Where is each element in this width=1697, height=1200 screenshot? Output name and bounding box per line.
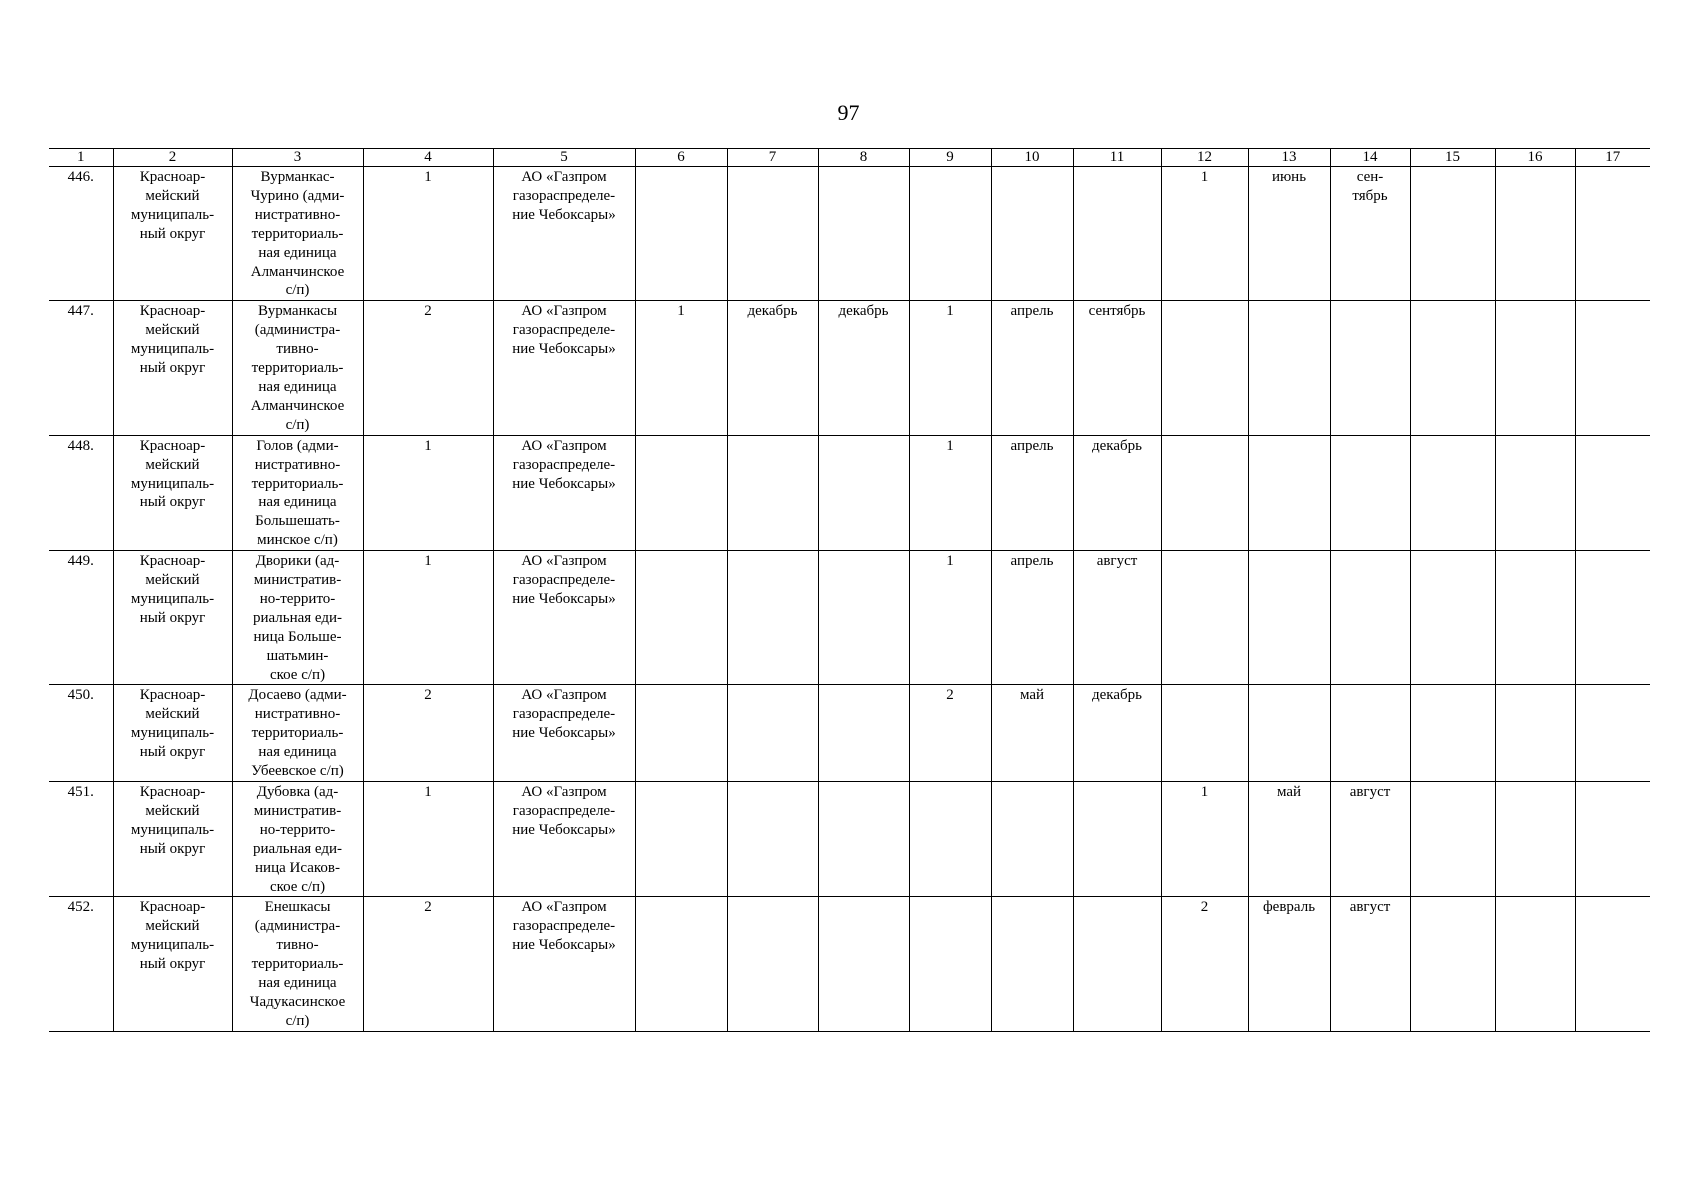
table-row	[49, 685, 1650, 782]
col16-cell	[1495, 167, 1575, 301]
organization-cell: АО «Газпром газораспределе- ние Чебоксары»	[493, 301, 635, 435]
col17-cell	[1575, 897, 1650, 1031]
col7-cell: декабрь	[727, 301, 818, 435]
col8-cell	[818, 551, 909, 685]
col8-cell	[818, 685, 909, 782]
col9-cell	[909, 782, 991, 897]
organization-cell: АО «Газпром газораспределе- ние Чебоксары»	[493, 685, 635, 782]
col13-cell	[1248, 685, 1330, 782]
column-header: 5	[493, 149, 635, 167]
column-header: 17	[1575, 149, 1650, 167]
table-row	[49, 551, 1650, 685]
col12-cell	[1161, 301, 1248, 435]
column-header: 3	[232, 149, 363, 167]
district-cell: Красноар- мейский муниципаль- ный округ	[113, 685, 232, 782]
col15-cell	[1410, 301, 1495, 435]
col6-cell: 1	[635, 301, 727, 435]
col10-cell: май	[991, 685, 1073, 782]
row-number-cell: 451.	[49, 782, 113, 897]
schedule-table	[49, 148, 1650, 1032]
count-cell: 2	[363, 685, 493, 782]
column-header: 8	[818, 149, 909, 167]
count-cell: 1	[363, 167, 493, 301]
row-number-cell: 447.	[49, 301, 113, 435]
col13-cell	[1248, 551, 1330, 685]
column-header: 7	[727, 149, 818, 167]
col13-cell	[1248, 301, 1330, 435]
table-row	[49, 782, 1650, 897]
col13-cell: май	[1248, 782, 1330, 897]
column-header: 1	[49, 149, 113, 167]
col14-cell: август	[1330, 897, 1410, 1031]
col10-cell: апрель	[991, 551, 1073, 685]
col14-cell: август	[1330, 782, 1410, 897]
col9-cell: 1	[909, 435, 991, 550]
col15-cell	[1410, 551, 1495, 685]
organization-cell: АО «Газпром газораспределе- ние Чебоксары»	[493, 435, 635, 550]
count-cell: 1	[363, 551, 493, 685]
col9-cell	[909, 167, 991, 301]
column-header: 13	[1248, 149, 1330, 167]
col8-cell	[818, 897, 909, 1031]
col16-cell	[1495, 685, 1575, 782]
district-cell: Красноар- мейский муниципаль- ный округ	[113, 167, 232, 301]
col16-cell	[1495, 551, 1575, 685]
table-header-row	[49, 149, 1650, 167]
settlement-cell: Голов (адми- нистративно- территориаль- ная единица Большешать- минское с/п)	[232, 435, 363, 550]
organization-cell: АО «Газпром газораспределе- ние Чебоксары»	[493, 551, 635, 685]
column-header: 11	[1073, 149, 1161, 167]
col6-cell	[635, 167, 727, 301]
col11-cell: август	[1073, 551, 1161, 685]
district-cell: Красноар- мейский муниципаль- ный округ	[113, 301, 232, 435]
col14-cell	[1330, 435, 1410, 550]
column-header: 14	[1330, 149, 1410, 167]
col10-cell	[991, 782, 1073, 897]
col14-cell	[1330, 551, 1410, 685]
col9-cell: 1	[909, 551, 991, 685]
row-number-cell: 449.	[49, 551, 113, 685]
organization-cell: АО «Газпром газораспределе- ние Чебоксары»	[493, 897, 635, 1031]
col13-cell	[1248, 435, 1330, 550]
settlement-cell: Вурманкас- Чурино (адми- нистративно- территориаль- ная единица Алманчинское с/п)	[232, 167, 363, 301]
settlement-cell: Дубовка (ад- министратив- но-террито- риальная еди- ница Исаков- ское с/п)	[232, 782, 363, 897]
table-row	[49, 435, 1650, 550]
col15-cell	[1410, 897, 1495, 1031]
column-header: 10	[991, 149, 1073, 167]
col12-cell	[1161, 551, 1248, 685]
col15-cell	[1410, 685, 1495, 782]
col17-cell	[1575, 685, 1650, 782]
col13-cell: февраль	[1248, 897, 1330, 1031]
table-body	[49, 167, 1650, 1032]
column-header: 12	[1161, 149, 1248, 167]
col9-cell: 2	[909, 685, 991, 782]
table-row	[49, 301, 1650, 435]
col15-cell	[1410, 782, 1495, 897]
district-cell: Красноар- мейский муниципаль- ный округ	[113, 897, 232, 1031]
col17-cell	[1575, 782, 1650, 897]
col11-cell	[1073, 782, 1161, 897]
col8-cell	[818, 167, 909, 301]
row-number-cell: 450.	[49, 685, 113, 782]
column-header: 2	[113, 149, 232, 167]
row-number-cell: 446.	[49, 167, 113, 301]
col11-cell: декабрь	[1073, 435, 1161, 550]
col16-cell	[1495, 897, 1575, 1031]
count-cell: 1	[363, 435, 493, 550]
column-header: 6	[635, 149, 727, 167]
organization-cell: АО «Газпром газораспределе- ние Чебоксары»	[493, 167, 635, 301]
col6-cell	[635, 897, 727, 1031]
col12-cell: 2	[1161, 897, 1248, 1031]
column-header: 15	[1410, 149, 1495, 167]
col9-cell	[909, 897, 991, 1031]
settlement-cell: Енешкасы (администра- тивно- территориаль- ная единица Чадукасинское с/п)	[232, 897, 363, 1031]
table-row	[49, 897, 1650, 1031]
col10-cell: апрель	[991, 301, 1073, 435]
col6-cell	[635, 782, 727, 897]
col7-cell	[727, 551, 818, 685]
count-cell: 2	[363, 301, 493, 435]
page-number: 97	[837, 100, 860, 125]
col14-cell	[1330, 301, 1410, 435]
col17-cell	[1575, 167, 1650, 301]
row-number-cell: 452.	[49, 897, 113, 1031]
col10-cell	[991, 167, 1073, 301]
col13-cell: июнь	[1248, 167, 1330, 301]
district-cell: Красноар- мейский муниципаль- ный округ	[113, 435, 232, 550]
col15-cell	[1410, 167, 1495, 301]
row-number-cell: 448.	[49, 435, 113, 550]
col14-cell	[1330, 685, 1410, 782]
col8-cell	[818, 782, 909, 897]
column-header: 9	[909, 149, 991, 167]
column-header: 4	[363, 149, 493, 167]
settlement-cell: Досаево (адми- нистративно- территориаль- ная единица Убеевское с/п)	[232, 685, 363, 782]
col12-cell: 1	[1161, 782, 1248, 897]
settlement-cell: Дворики (ад- министратив- но-террито- риальная еди- ница Больше- шатьмин- ское с/п)	[232, 551, 363, 685]
col17-cell	[1575, 301, 1650, 435]
col7-cell	[727, 435, 818, 550]
col9-cell: 1	[909, 301, 991, 435]
col10-cell: апрель	[991, 435, 1073, 550]
col17-cell	[1575, 435, 1650, 550]
col7-cell	[727, 782, 818, 897]
col15-cell	[1410, 435, 1495, 550]
col7-cell	[727, 685, 818, 782]
col10-cell	[991, 897, 1073, 1031]
settlement-cell: Вурманкасы (администра- тивно- территориаль- ная единица Алманчинское с/п)	[232, 301, 363, 435]
col14-cell: сен- тябрь	[1330, 167, 1410, 301]
district-cell: Красноар- мейский муниципаль- ный округ	[113, 782, 232, 897]
col6-cell	[635, 551, 727, 685]
col16-cell	[1495, 782, 1575, 897]
col7-cell	[727, 167, 818, 301]
col11-cell	[1073, 897, 1161, 1031]
count-cell: 1	[363, 782, 493, 897]
col11-cell: декабрь	[1073, 685, 1161, 782]
column-header: 16	[1495, 149, 1575, 167]
table-row	[49, 167, 1650, 301]
col6-cell	[635, 435, 727, 550]
col12-cell	[1161, 685, 1248, 782]
col16-cell	[1495, 301, 1575, 435]
col6-cell	[635, 685, 727, 782]
col16-cell	[1495, 435, 1575, 550]
col17-cell	[1575, 551, 1650, 685]
col12-cell: 1	[1161, 167, 1248, 301]
col11-cell: сентябрь	[1073, 301, 1161, 435]
col7-cell	[727, 897, 818, 1031]
col8-cell	[818, 435, 909, 550]
organization-cell: АО «Газпром газораспределе- ние Чебоксары»	[493, 782, 635, 897]
col8-cell: декабрь	[818, 301, 909, 435]
count-cell: 2	[363, 897, 493, 1031]
col11-cell	[1073, 167, 1161, 301]
district-cell: Красноар- мейский муниципаль- ный округ	[113, 551, 232, 685]
col12-cell	[1161, 435, 1248, 550]
